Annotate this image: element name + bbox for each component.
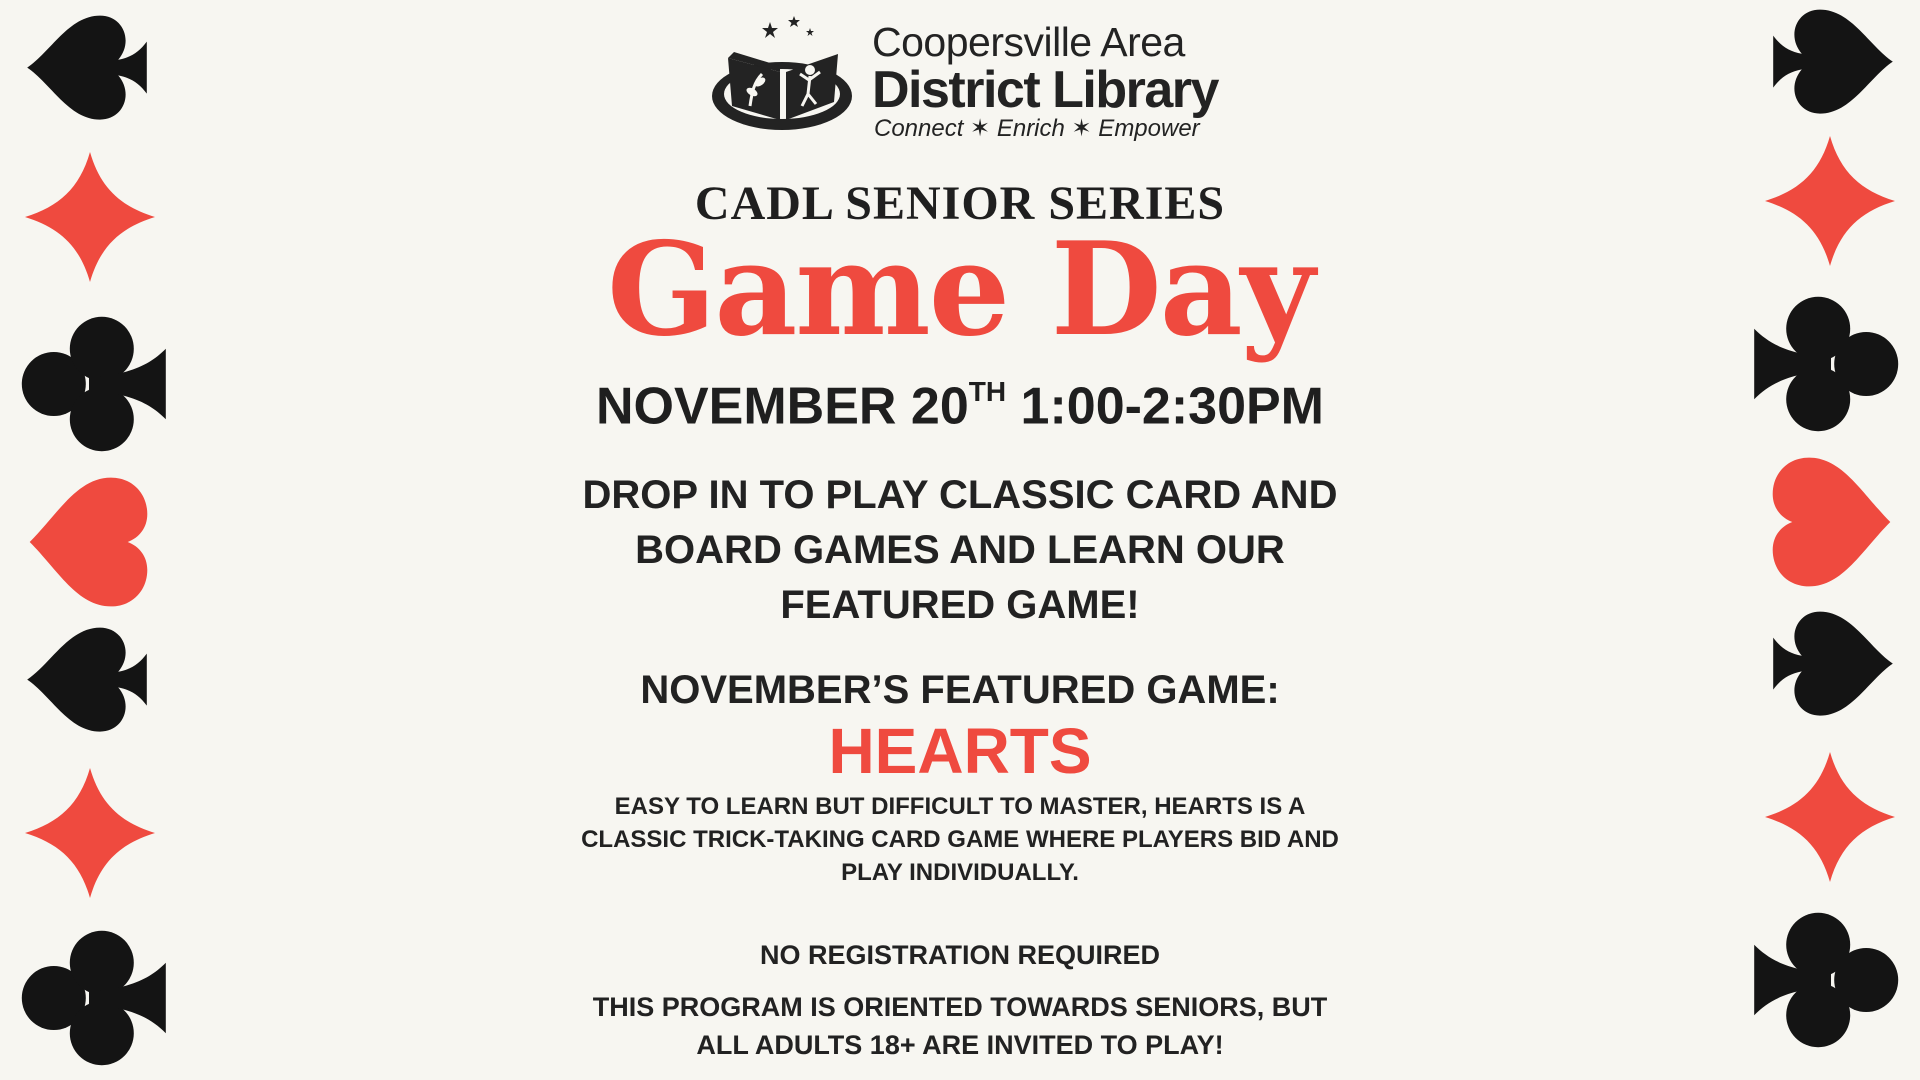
featured-game-name: HEARTS xyxy=(828,715,1092,787)
diamond-icon xyxy=(1740,136,1920,266)
club-icon xyxy=(1746,900,1916,1060)
event-time: 1:00-2:30PM xyxy=(1020,377,1324,436)
event-date-time xyxy=(560,366,1360,436)
club-icon xyxy=(4,918,174,1078)
spade-icon xyxy=(1748,0,1918,124)
flyer-content xyxy=(560,0,1360,1080)
registration-note: NO REGISTRATION REQUIRED xyxy=(759,940,1161,970)
heart-icon xyxy=(1749,452,1914,592)
event-description: DROP IN TO PLAY CLASSIC CARD AND BOARD GAMES AND LEARN OUR FEATURED GAME! xyxy=(582,473,1338,627)
library-logo xyxy=(710,14,1220,142)
heart-icon xyxy=(6,472,171,612)
club-icon xyxy=(1746,284,1916,444)
audience-note: THIS PROGRAM IS ORIENTED TOWARDS SENIORS, BUT ALL ADULTS 18+ ARE INVITED TO PLAY! xyxy=(592,992,1328,1060)
diamond-icon xyxy=(0,152,180,282)
event-date-suffix: TH xyxy=(968,376,1007,407)
spade-icon xyxy=(2,612,172,742)
right-suit-border xyxy=(1730,0,1920,1080)
library-tagline: Connect ✶ Enrich ✶ Empower xyxy=(874,115,1200,142)
featured-game-label: NOVEMBER’S FEATURED GAME: xyxy=(640,668,1280,712)
series-title: CADL SENIOR SERIES xyxy=(694,177,1226,230)
diamond-icon xyxy=(0,768,180,898)
event-title: Game Day xyxy=(607,215,1313,365)
diamond-icon xyxy=(1740,752,1920,882)
club-icon xyxy=(4,304,174,464)
library-name xyxy=(872,20,1218,142)
spade-icon xyxy=(2,0,172,130)
spade-icon xyxy=(1748,596,1918,726)
library-name-line1: Coopersville Area xyxy=(872,19,1185,65)
featured-game-description: EASY TO LEARN BUT DIFFICULT TO MASTER, HEARTS IS A CLASSIC TRICK-TAKING CARD GAME WHERE PLAYERS BID AND PLAY INDIVIDUALLY. xyxy=(581,793,1339,886)
left-suit-border xyxy=(0,0,190,1080)
event-date: NOVEMBER 20 xyxy=(595,377,969,436)
book-logo-icon xyxy=(710,14,858,139)
library-name-line2: District Library xyxy=(872,61,1218,119)
